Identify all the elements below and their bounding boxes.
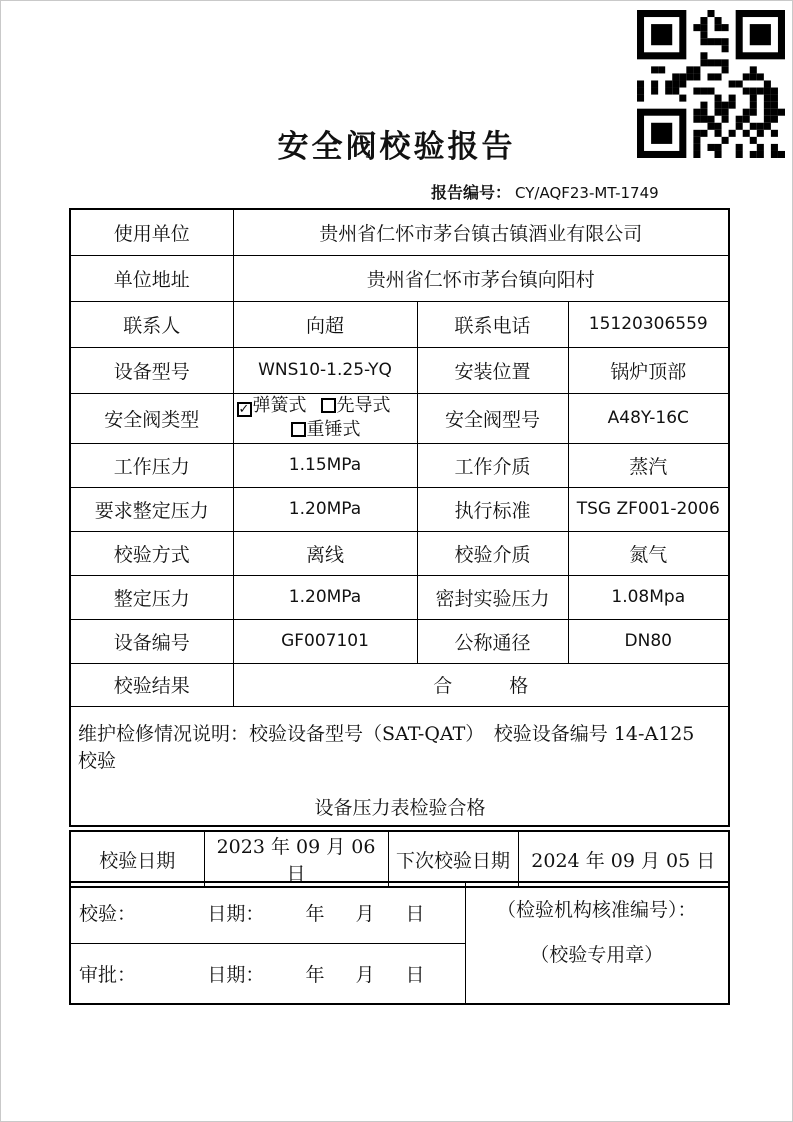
calibrator-ymd-label: 年 月 日: [305, 903, 431, 926]
valve-type-options: [233, 393, 417, 443]
label-required-set-pressure: 要求整定压力: [70, 487, 233, 531]
report-info-table: [69, 208, 730, 827]
value-calibration-date: 2023 年 09 月 06 日: [204, 831, 388, 887]
table-row: [70, 531, 729, 575]
approver-date-label: 日期：: [207, 963, 265, 986]
table-row: [70, 301, 729, 347]
table-row: [70, 706, 729, 826]
calibrator-label: 校验：: [79, 903, 137, 926]
label-calibration-method: 校验方式: [70, 531, 233, 575]
table-row: [70, 575, 729, 619]
approver-ymd-label: 年 月 日: [305, 963, 431, 986]
table-row: [70, 487, 729, 531]
table-row: [70, 393, 729, 443]
value-equipment-model: WNS10-1.25-YQ: [233, 347, 417, 393]
label-working-medium: 工作介质: [417, 443, 568, 487]
page-title: 安全阀校验报告: [277, 129, 516, 165]
table-row: [70, 209, 729, 255]
label-working-pressure: 工作压力: [70, 443, 233, 487]
label-next-calibration-date: 下次校验日期: [388, 831, 518, 887]
maintenance-notes: [70, 706, 729, 826]
org-stamp-cell: [465, 882, 729, 1004]
label-calibration-result: 校验结果: [70, 663, 233, 706]
table-row: [70, 619, 729, 663]
checkbox-spring-type-icon[interactable]: ✓: [237, 402, 252, 417]
table-row: [70, 347, 729, 393]
signature-table: [69, 881, 730, 1005]
label-seal-test-pressure: 密封实验压力: [417, 575, 568, 619]
option-spring-label: 弹簧式: [252, 394, 307, 416]
value-calibration-result: 合 格: [233, 663, 729, 706]
value-set-pressure: 1.20MPa: [233, 575, 417, 619]
table-row: [70, 443, 729, 487]
table-row: [70, 882, 729, 943]
value-use-unit: 贵州省仁怀市茅台镇古镇酒业有限公司: [233, 209, 729, 255]
checkbox-lever-type-icon[interactable]: [291, 422, 306, 437]
value-working-medium: 蒸汽: [568, 443, 729, 487]
calibrator-date-label: 日期：: [207, 903, 265, 926]
label-install-position: 安装位置: [417, 347, 568, 393]
table-row: [70, 663, 729, 706]
label-use-unit: 使用单位: [70, 209, 233, 255]
report-number: [431, 180, 659, 203]
calibration-date-table: [69, 830, 730, 888]
label-set-pressure: 整定压力: [70, 575, 233, 619]
value-seal-test-pressure: 1.08Mpa: [568, 575, 729, 619]
org-approval-number-label: （检验机构核准编号）：: [496, 899, 697, 921]
value-equipment-number: GF007101: [233, 619, 417, 663]
maintenance-line2: 设备压力表检验合格: [314, 796, 486, 819]
value-install-position: 锅炉顶部: [568, 347, 729, 393]
value-calibration-method: 离线: [233, 531, 417, 575]
value-nominal-diameter: DN80: [568, 619, 729, 663]
label-unit-address: 单位地址: [70, 255, 233, 301]
report-number-label: 报告编号：: [431, 183, 512, 202]
table-row: [70, 255, 729, 301]
value-working-pressure: 1.15MPa: [233, 443, 417, 487]
approver-label: 审批：: [79, 963, 137, 986]
value-calibration-medium: 氮气: [568, 531, 729, 575]
option-pilot-label: 先导式: [336, 394, 391, 416]
calibration-stamp-label: （校验专用章）: [530, 944, 664, 966]
value-standard: TSG ZF001-2006: [568, 487, 729, 531]
value-unit-address: 贵州省仁怀市茅台镇向阳村: [233, 255, 729, 301]
label-nominal-diameter: 公称通径: [417, 619, 568, 663]
label-contact-phone: 联系电话: [417, 301, 568, 347]
value-valve-model: A48Y-16C: [568, 393, 729, 443]
approver-signature-cell: [70, 943, 465, 1004]
label-contact-person: 联系人: [70, 301, 233, 347]
report-number-value: CY/AQF23-MT-1749: [515, 184, 659, 202]
label-valve-type: 安全阀类型: [70, 393, 233, 443]
label-equipment-model: 设备型号: [70, 347, 233, 393]
option-lever-label: 重锤式: [306, 419, 361, 440]
label-equipment-number: 设备编号: [70, 619, 233, 663]
label-calibration-medium: 校验介质: [417, 531, 568, 575]
maintenance-line1: 维护检修情况说明：校验设备型号（SAT-QAT） 校验设备编号 14-A125 校验: [78, 722, 714, 772]
checkbox-pilot-type-icon[interactable]: [321, 398, 336, 413]
value-required-set-pressure: 1.20MPa: [233, 487, 417, 531]
label-valve-model: 安全阀型号: [417, 393, 568, 443]
calibrator-signature-cell: [70, 882, 465, 943]
label-calibration-date: 校验日期: [70, 831, 204, 887]
table-row: [70, 831, 729, 887]
value-contact-person: 向超: [233, 301, 417, 347]
value-next-calibration-date: 2024 年 09 月 05 日: [518, 831, 729, 887]
label-standard: 执行标准: [417, 487, 568, 531]
value-contact-phone: 15120306559: [568, 301, 729, 347]
